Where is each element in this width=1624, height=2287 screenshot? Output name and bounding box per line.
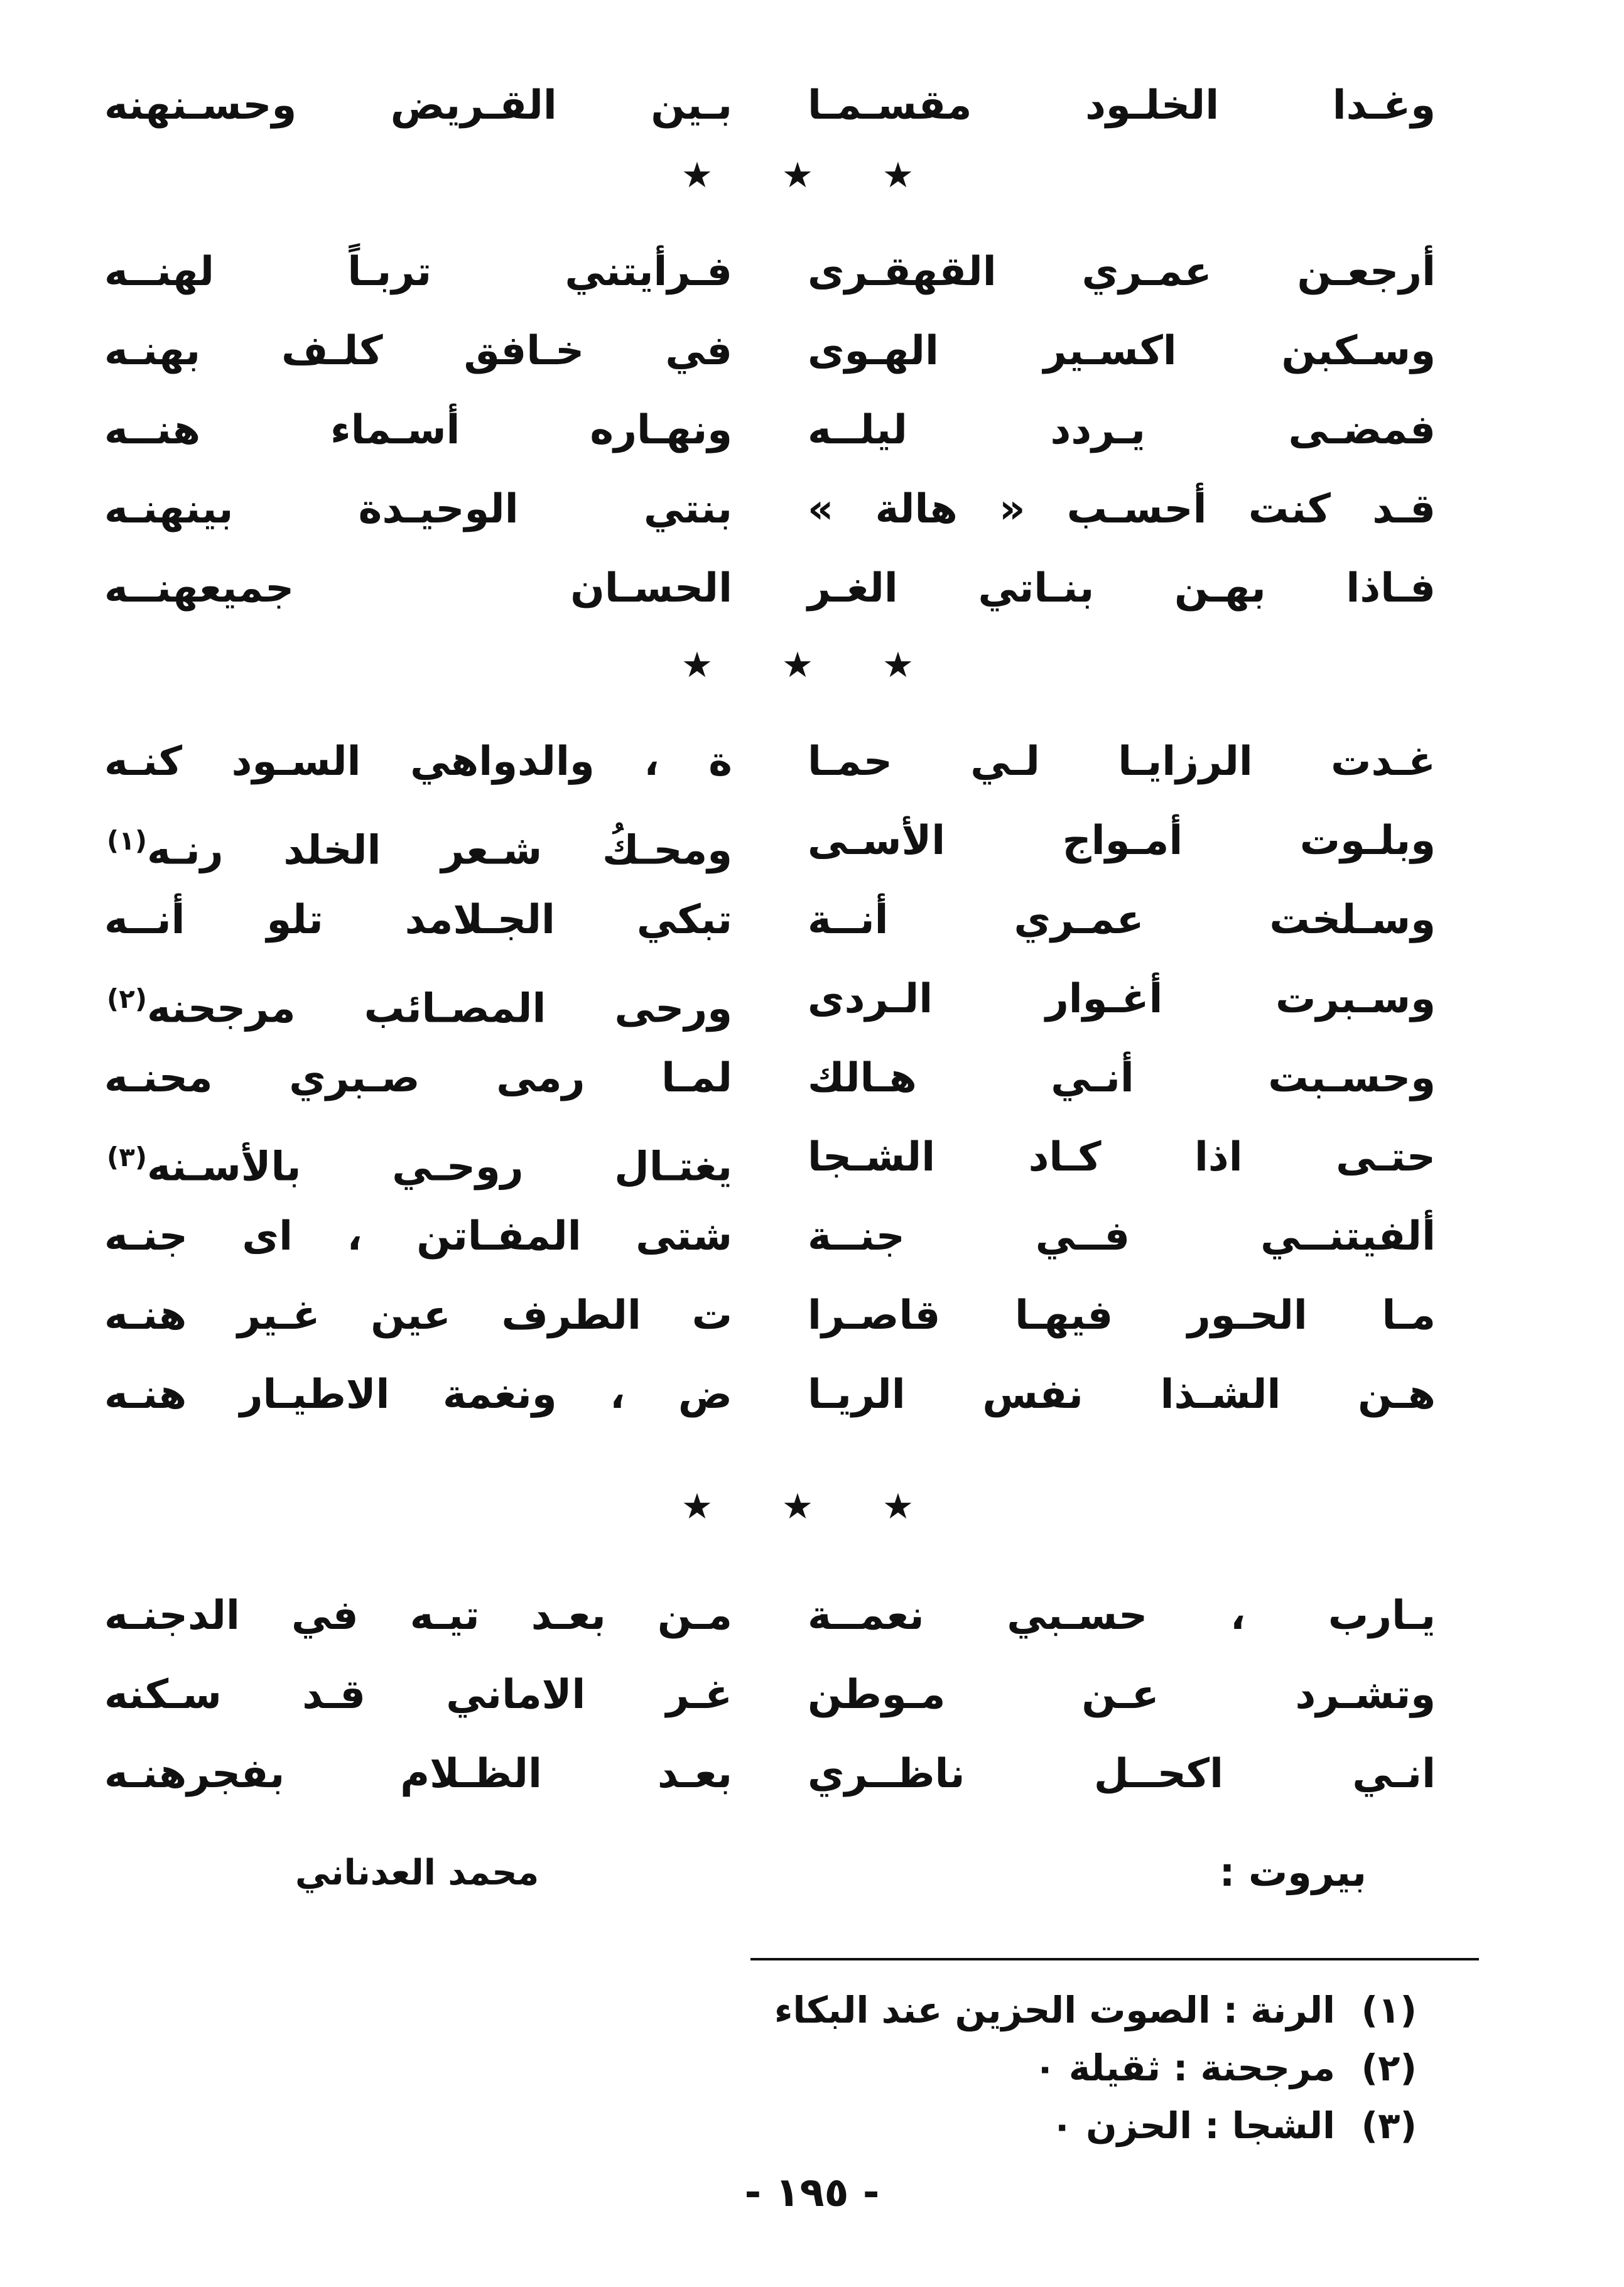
footnote-text: الرنة : الصوت الحزين عند البكاء (774, 1989, 1335, 2031)
star-separator: ★ ★ ★ (681, 155, 943, 196)
verse-first-hemistich: وسـلخت عمـري أنــة (808, 897, 1436, 943)
verse-second-hemistich: ض ، ونغمة الاطيـار هنـه (104, 1371, 732, 1418)
verse-second-hemistich (104, 1118, 732, 1197)
footnote-marker: (١) (107, 825, 148, 856)
verse-first-hemistich: فمضـى يـردد ليلــه (808, 407, 1436, 453)
verse-second-hemistich: ت الطرف عين غـير هنـه (104, 1292, 732, 1339)
footnote-marker: (٣) (107, 1142, 148, 1172)
verse-line (0, 1197, 1624, 1276)
verse-first-hemistich: غـدت الرزايـا لـي حمـا (808, 738, 1436, 785)
verse-second-hemistich: شتى المفـاتن ، اى جنـه (104, 1213, 732, 1260)
verse-second-hemistich: فـرأيتني تربـاً لهنــه (104, 249, 732, 295)
stanza-2 (0, 232, 1624, 628)
page-number: - ١٩٥ - (744, 2170, 880, 2216)
star-separator: ★ ★ ★ (681, 645, 943, 686)
footnote-item (774, 2039, 1417, 2097)
verse-line (0, 1118, 1624, 1197)
verse-text: ورحى المصـائب مرجحنه (147, 985, 732, 1032)
verse-first-hemistich: أرجعـن عمـري القهقـرى (808, 249, 1436, 295)
verse-second-hemistich: غـر الاماني قـد سـكنه (104, 1672, 732, 1718)
verse-second-hemistich: بنتي الوحيـدة بينهنـه (104, 486, 732, 533)
verse-first-hemistich: وسـبرت أغـوار الـردى (808, 976, 1436, 1022)
verse-first-hemistich: يـارب ، حسـبي نعمــة (808, 1592, 1436, 1639)
verse-line (0, 232, 1624, 311)
place-label: بيروت : (1219, 1849, 1367, 1895)
verse-first-hemistich: مـا الحـور فيهـا قاصـرا (808, 1292, 1436, 1339)
footnote-marker: (٢) (107, 983, 148, 1014)
verse-second-hemistich: مـن بعـد تيـه في الدجنـه (104, 1592, 732, 1639)
verse-first-hemistich: وبلـوت أمـواج الأسـى (808, 818, 1436, 864)
footnote-item (774, 2097, 1417, 2155)
footnote-item (774, 1981, 1417, 2039)
verse-line (0, 311, 1624, 391)
verse-first-hemistich: وسـكبن اكسـير الهـوى (808, 328, 1436, 374)
footnote-divider (750, 1958, 1479, 1960)
verse-first-hemistich: وتشـرد عـن مـوطن (808, 1672, 1436, 1718)
verse-second-hemistich (104, 801, 732, 880)
verse-line (0, 801, 1624, 880)
verse-second-hemistich: تبكي الجـلامد تلو أنــه (104, 897, 732, 943)
star-separator: ★ ★ ★ (681, 1486, 943, 1527)
verse-line (0, 1039, 1624, 1118)
stanza-4 (0, 1576, 1624, 1814)
footnote-number: (١) (1361, 1989, 1417, 2031)
verse-line (0, 1655, 1624, 1734)
verse-second-hemistich: لمـا رمى صـبري محنـه (104, 1055, 732, 1101)
verse-line (0, 470, 1624, 549)
verse-second-hemistich: الحسـان جميعهنــه (104, 565, 732, 612)
verse-first-hemistich: قـد كنت أحسـب « هالة » (808, 486, 1436, 533)
verse-second-hemistich: بـين القـريض وحسـنهنه (104, 82, 732, 129)
verse-line (0, 1734, 1624, 1814)
footnote-number: (٣) (1361, 2104, 1417, 2147)
verse-line (0, 1576, 1624, 1655)
verse-first-hemistich: ألفيتنــي فــي جنــة (808, 1213, 1436, 1260)
verse-text: يغتـال روحـي بالأسـنه (147, 1144, 732, 1191)
verse-first-hemistich: وغـدا الخلـود مقسـمـا (808, 82, 1436, 129)
stanza-3 (0, 722, 1624, 1434)
verse-second-hemistich: بعـد الظـلام بفجرهنـه (104, 1751, 732, 1797)
verse-line (0, 391, 1624, 470)
verse-line (0, 880, 1624, 960)
verse-first-hemistich: انـي اكحــل ناظــري (808, 1751, 1436, 1797)
verse-line (0, 960, 1624, 1039)
verse-second-hemistich (104, 960, 732, 1039)
verse-second-hemistich: ونهـاره أسـماء هنــه (104, 407, 732, 453)
verse-line (0, 722, 1624, 801)
verse-first-hemistich: وحسـبت أنـي هـالك (808, 1055, 1436, 1101)
verse-text: ومحـكُ شـعر الخلد رنـه (147, 827, 732, 874)
footnote-text: الشجا : الحزن ٠ (1051, 2104, 1335, 2147)
footnotes (774, 1981, 1417, 2155)
verse-first-hemistich: حتـى اذا كـاد الشـجا (808, 1134, 1436, 1181)
footnote-text: مرجحنة : ثقيلة ٠ (1034, 2046, 1335, 2089)
verse-line (0, 1355, 1624, 1434)
verse-second-hemistich: ة ، والدواهي السـود كنـه (104, 738, 732, 785)
stanza-opening (0, 66, 1624, 145)
verse-second-hemistich: في خـافق كلـف بهنـه (104, 328, 732, 374)
footnote-number: (٢) (1361, 2046, 1417, 2089)
verse-first-hemistich: فـاذا بهـن بنـاتي الغـر (808, 565, 1436, 612)
verse-line (0, 66, 1624, 145)
verse-first-hemistich: هـن الشـذا نفس الريـا (808, 1371, 1436, 1418)
author-name: محمد العدناني (295, 1852, 539, 1893)
verse-line (0, 549, 1624, 628)
verse-line (0, 1276, 1624, 1355)
